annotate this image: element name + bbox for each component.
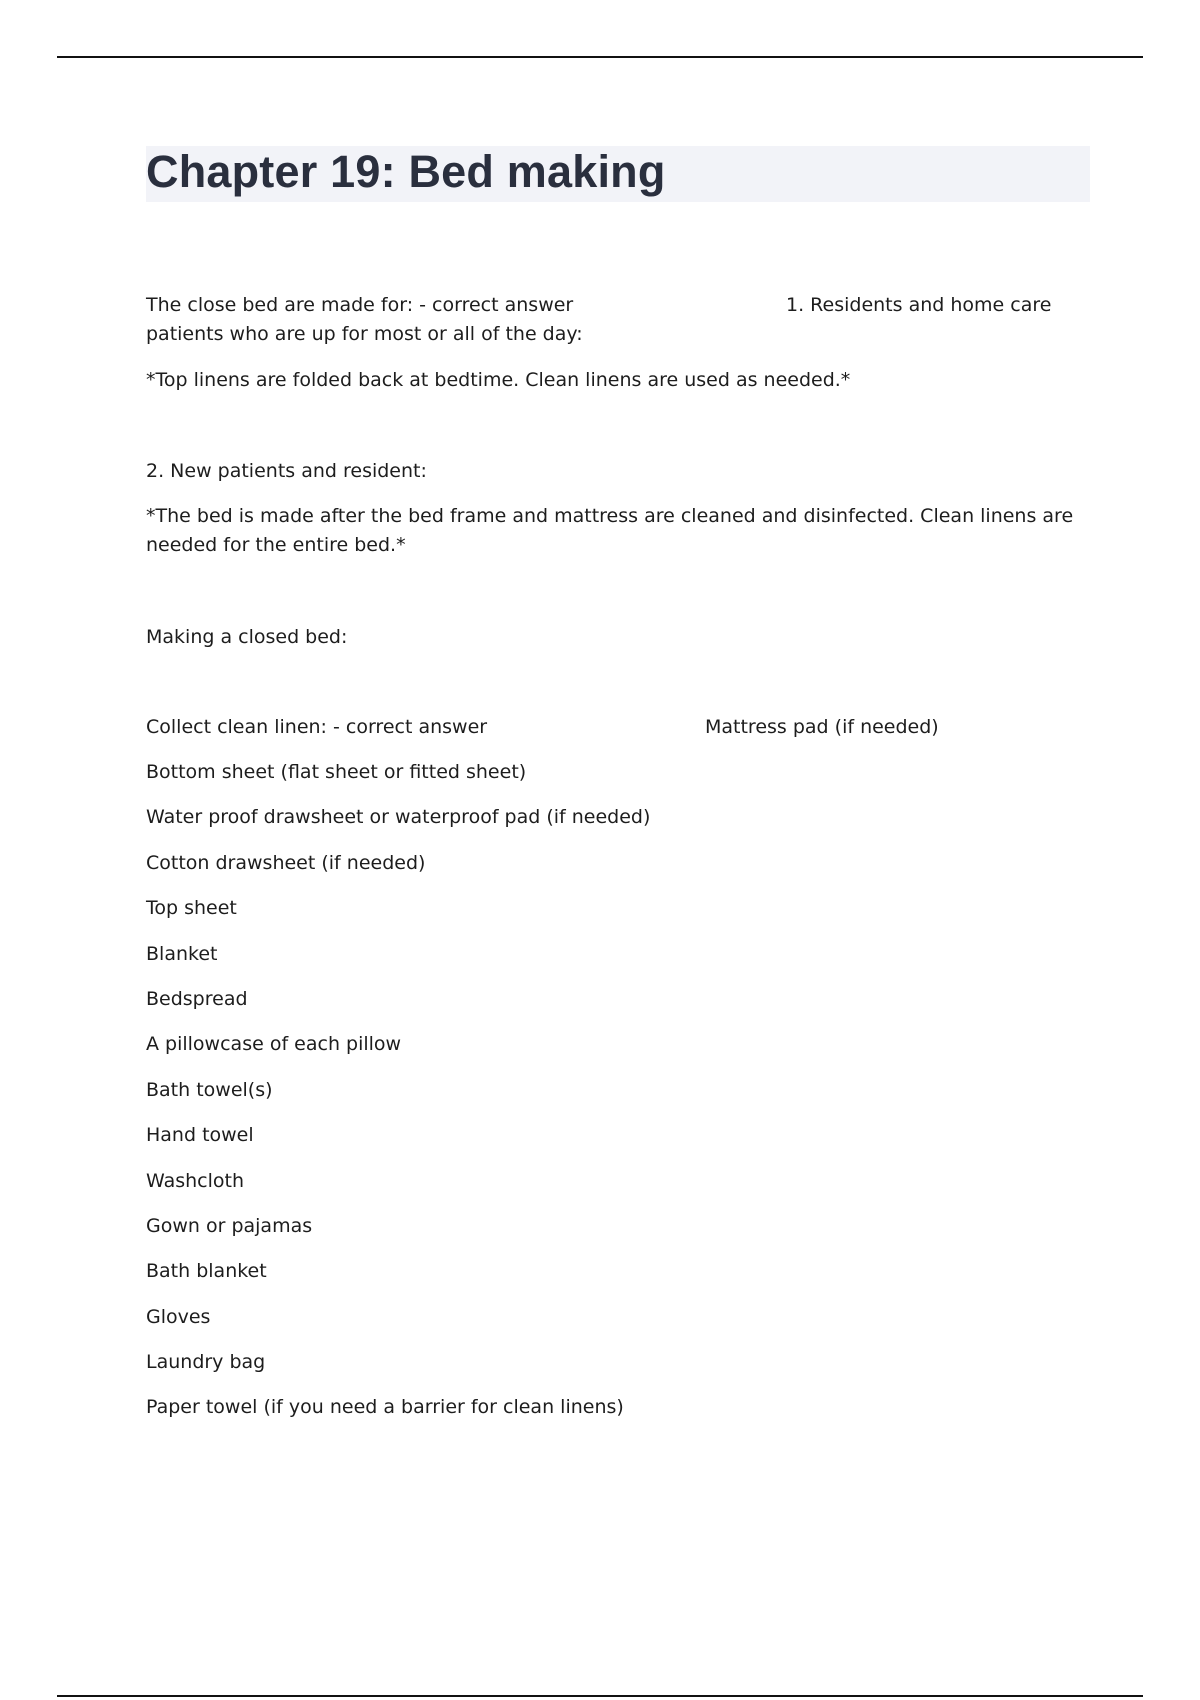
list-item: Bath blanket: [146, 1260, 267, 1283]
list-item: Gloves: [146, 1305, 211, 1328]
list-item: Paper towel (if you need a barrier for clean linens): [146, 1396, 624, 1419]
note-new-patients: *The bed is made after the bed frame and mattress are cleaned and disinfected. Clean linens are needed for the entire bed.*: [146, 505, 1074, 556]
new-patients-heading: 2. New patients and resident:: [146, 460, 427, 482]
note-top-linens: *Top linens are folded back at bedtime. Clean linens are used as needed.*: [146, 369, 851, 391]
list-item: Cotton drawsheet (if needed): [146, 851, 426, 874]
list-item: Hand towel: [146, 1124, 254, 1147]
question-text: The close bed are made for: - correct answer: [146, 294, 574, 316]
list-item: Bath towel(s): [146, 1078, 273, 1101]
top-rule: [57, 56, 1143, 58]
question-collect-linen: Collect clean linen: - correct answer: [146, 716, 488, 738]
question-close-bed: [146, 291, 706, 349]
list-item: Washcloth: [146, 1169, 244, 1192]
list-item: Laundry bag: [146, 1351, 266, 1374]
list-item: Blanket: [146, 942, 218, 965]
list-item: Water proof drawsheet or waterproof pad (if needed): [146, 806, 651, 829]
list-item: Gown or pajamas: [146, 1214, 313, 1237]
list-item: A pillowcase of each pillow: [146, 1033, 402, 1056]
list-item: Bottom sheet (flat sheet or fitted sheet): [146, 761, 527, 783]
bottom-rule: [57, 1695, 1143, 1697]
answer-continuation: patients who are up for most or all of the day:: [146, 323, 583, 345]
answer-close-bed: 1. Residents and home care: [786, 294, 1052, 316]
list-item: Top sheet: [146, 897, 237, 920]
answer-first-item: Mattress pad (if needed): [705, 716, 939, 738]
page-title: Chapter 19: Bed making: [146, 146, 666, 197]
linen-list: [146, 758, 650, 1439]
section-heading: Making a closed bed:: [146, 626, 348, 648]
list-item: Bedspread: [146, 987, 248, 1010]
